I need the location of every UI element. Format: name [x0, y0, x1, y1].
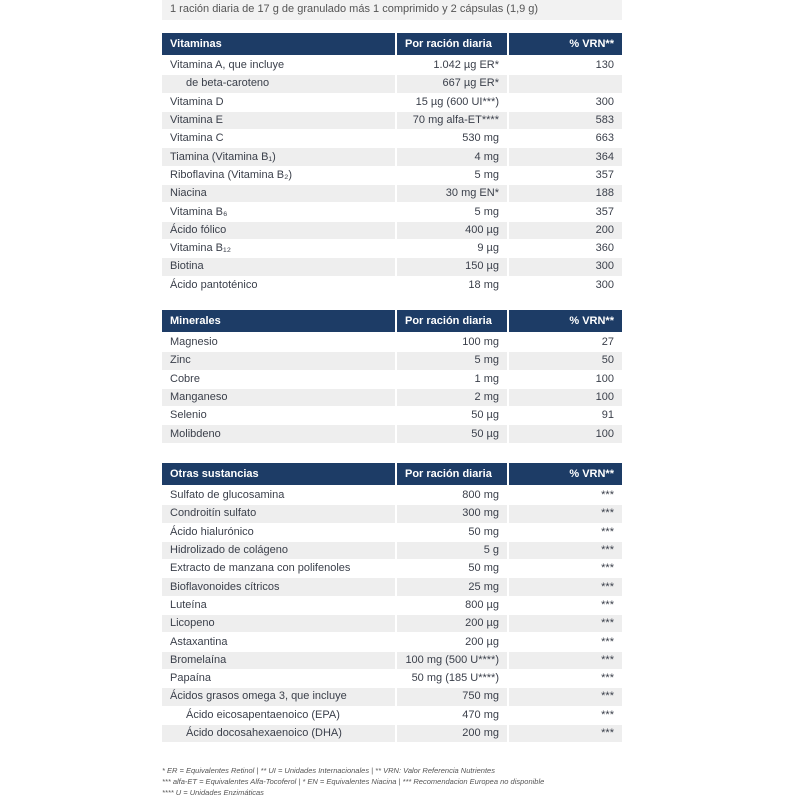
nutrient-name: Extracto de manzana con polifenoles [162, 560, 396, 578]
table-row [162, 724, 622, 742]
amount-per-serving: 530 mg [396, 130, 508, 148]
amount-per-serving: 2 mg [396, 388, 508, 406]
vrn-percent: *** [508, 486, 622, 505]
nutrient-name: Condroitín sulfato [162, 505, 396, 523]
table-row [162, 425, 622, 443]
amount-per-serving: 400 µg [396, 221, 508, 239]
vrn-percent: *** [508, 523, 622, 541]
table-row [162, 333, 622, 352]
table-row [162, 221, 622, 239]
amount-per-serving: 4 mg [396, 148, 508, 166]
table-row [162, 111, 622, 129]
amount-per-serving: 1 mg [396, 370, 508, 388]
amount-per-serving: 5 g [396, 541, 508, 559]
table-row [162, 578, 622, 596]
amount-per-serving: 50 mg [396, 523, 508, 541]
vrn-header: % VRN** [508, 310, 622, 333]
vitamins-header: Vitaminas [162, 33, 396, 56]
vrn-percent: *** [508, 615, 622, 633]
nutrient-name: Ácido docosahexaenoico (DHA) [162, 724, 396, 742]
vrn-percent: 100 [508, 388, 622, 406]
vrn-percent: *** [508, 651, 622, 669]
table-row [162, 669, 622, 687]
table-row [162, 523, 622, 541]
nutrient-name: Vitamina E [162, 111, 396, 129]
table-row [162, 560, 622, 578]
table-row [162, 370, 622, 388]
per-serving-header: Por ración diaria [396, 33, 508, 56]
vrn-percent: 300 [508, 276, 622, 294]
nutrient-name: Ácido hialurónico [162, 523, 396, 541]
amount-per-serving: 300 mg [396, 505, 508, 523]
nutrient-name: Ácido eicosapentaenoico (EPA) [162, 706, 396, 724]
amount-per-serving: 200 µg [396, 633, 508, 651]
other-substances-header: Otras sustancias [162, 463, 396, 486]
vrn-percent: 100 [508, 425, 622, 443]
amount-per-serving: 50 mg [396, 560, 508, 578]
table-row [162, 56, 622, 75]
nutrient-name: Magnesio [162, 333, 396, 352]
amount-per-serving: 18 mg [396, 276, 508, 294]
vrn-percent: 583 [508, 111, 622, 129]
amount-per-serving: 50 mg (185 U****) [396, 669, 508, 687]
vrn-percent: *** [508, 633, 622, 651]
nutrient-name: Vitamina D [162, 93, 396, 111]
amount-per-serving: 5 mg [396, 203, 508, 221]
table-row [162, 93, 622, 111]
vrn-header: % VRN** [508, 33, 622, 56]
table-row [162, 203, 622, 221]
amount-per-serving: 1.042 µg ER* [396, 56, 508, 75]
vrn-percent: 364 [508, 148, 622, 166]
table-row [162, 541, 622, 559]
vrn-percent: 188 [508, 185, 622, 203]
vrn-percent: *** [508, 688, 622, 706]
amount-per-serving: 200 µg [396, 615, 508, 633]
amount-per-serving: 100 mg [396, 333, 508, 352]
vrn-percent: 357 [508, 203, 622, 221]
amount-per-serving: 50 µg [396, 407, 508, 425]
nutrient-name: Manganeso [162, 388, 396, 406]
vrn-percent: *** [508, 541, 622, 559]
table-row [162, 486, 622, 505]
table-row [162, 407, 622, 425]
table-row [162, 615, 622, 633]
table-row [162, 505, 622, 523]
footnote-line-3: **** U = Unidades Enzimáticas [162, 788, 264, 797]
table-row [162, 352, 622, 370]
amount-per-serving: 100 mg (500 U****) [396, 651, 508, 669]
table-row [162, 166, 622, 184]
amount-per-serving: 750 mg [396, 688, 508, 706]
per-serving-header: Por ración diaria [396, 463, 508, 486]
vrn-percent: 360 [508, 239, 622, 257]
nutrient-name: Vitamina C [162, 130, 396, 148]
vrn-percent: 663 [508, 130, 622, 148]
nutrient-name: Ácidos grasos omega 3, que incluye [162, 688, 396, 706]
nutrient-name: Riboflavina (Vitamina B₂) [162, 166, 396, 184]
vrn-header: % VRN** [508, 463, 622, 486]
nutrient-name: Sulfato de glucosamina [162, 486, 396, 505]
amount-per-serving: 5 mg [396, 352, 508, 370]
table-row [162, 706, 622, 724]
serving-description: 1 ración diaria de 17 g de granulado más 1 comprimido y 2 cápsulas (1,9 g) [170, 3, 539, 15]
vitamins-table [162, 33, 622, 295]
vrn-percent: 27 [508, 333, 622, 352]
vrn-percent [508, 75, 622, 93]
amount-per-serving: 9 µg [396, 239, 508, 257]
vrn-percent: *** [508, 706, 622, 724]
nutrient-name: Hidrolizado de colágeno [162, 541, 396, 559]
vrn-percent: 100 [508, 370, 622, 388]
vrn-percent: *** [508, 669, 622, 687]
table-row [162, 388, 622, 406]
amount-per-serving: 200 mg [396, 724, 508, 742]
vrn-percent: *** [508, 724, 622, 742]
vrn-percent: *** [508, 505, 622, 523]
vrn-percent: 50 [508, 352, 622, 370]
table-row [162, 148, 622, 166]
vrn-percent: *** [508, 578, 622, 596]
nutrient-name: Zinc [162, 352, 396, 370]
per-serving-header: Por ración diaria [396, 310, 508, 333]
nutrient-name: Niacina [162, 185, 396, 203]
table-row [162, 239, 622, 257]
vrn-percent: 200 [508, 221, 622, 239]
table-row [162, 258, 622, 276]
vrn-percent: 91 [508, 407, 622, 425]
table-row [162, 75, 622, 93]
nutrient-name: Tiamina (Vitamina B₁) [162, 148, 396, 166]
amount-per-serving: 470 mg [396, 706, 508, 724]
nutrient-name: Molibdeno [162, 425, 396, 443]
amount-per-serving: 667 µg ER* [396, 75, 508, 93]
nutrient-name: Vitamina B₁₂ [162, 239, 396, 257]
nutrient-name: de beta-caroteno [162, 75, 396, 93]
nutrient-name: Biotina [162, 258, 396, 276]
table-row [162, 276, 622, 294]
nutrient-name: Licopeno [162, 615, 396, 633]
nutrient-name: Selenio [162, 407, 396, 425]
nutrient-name: Astaxantina [162, 633, 396, 651]
nutrient-name: Bioflavonoides cítricos [162, 578, 396, 596]
table-row [162, 688, 622, 706]
table-row [162, 596, 622, 614]
amount-per-serving: 150 µg [396, 258, 508, 276]
table-row [162, 130, 622, 148]
nutrient-name: Vitamina A, que incluye [162, 56, 396, 75]
vrn-percent: *** [508, 596, 622, 614]
amount-per-serving: 30 mg EN* [396, 185, 508, 203]
vrn-percent: 357 [508, 166, 622, 184]
amount-per-serving: 800 µg [396, 596, 508, 614]
amount-per-serving: 50 µg [396, 425, 508, 443]
amount-per-serving: 70 mg alfa-ET**** [396, 111, 508, 129]
vrn-percent: *** [508, 560, 622, 578]
amount-per-serving: 25 mg [396, 578, 508, 596]
other-substances-table [162, 463, 622, 743]
amount-per-serving: 5 mg [396, 166, 508, 184]
amount-per-serving: 15 µg (600 UI***) [396, 93, 508, 111]
vrn-percent: 300 [508, 93, 622, 111]
footnote-line-1: * ER = Equivalentes Retinol | ** UI = Unidades Internacionales | ** VRN: Valor Referencia Nutrientes [162, 766, 495, 775]
nutrient-name: Luteína [162, 596, 396, 614]
vrn-percent: 300 [508, 258, 622, 276]
nutrient-name: Papaína [162, 669, 396, 687]
minerals-table [162, 310, 622, 444]
footnote-line-2: *** alfa-ET = Equivalentes Alfa-Tocoferol | * EN = Equivalentes Niacina | *** Recomendacion Europea no disponible [162, 777, 545, 786]
table-row [162, 185, 622, 203]
nutrient-name: Bromelaína [162, 651, 396, 669]
minerals-header: Minerales [162, 310, 396, 333]
nutrient-name: Vitamina B₆ [162, 203, 396, 221]
table-row [162, 633, 622, 651]
nutrient-name: Cobre [162, 370, 396, 388]
amount-per-serving: 800 mg [396, 486, 508, 505]
table-row [162, 651, 622, 669]
nutrient-name: Ácido fólico [162, 221, 396, 239]
vrn-percent: 130 [508, 56, 622, 75]
nutrient-name: Ácido pantoténico [162, 276, 396, 294]
